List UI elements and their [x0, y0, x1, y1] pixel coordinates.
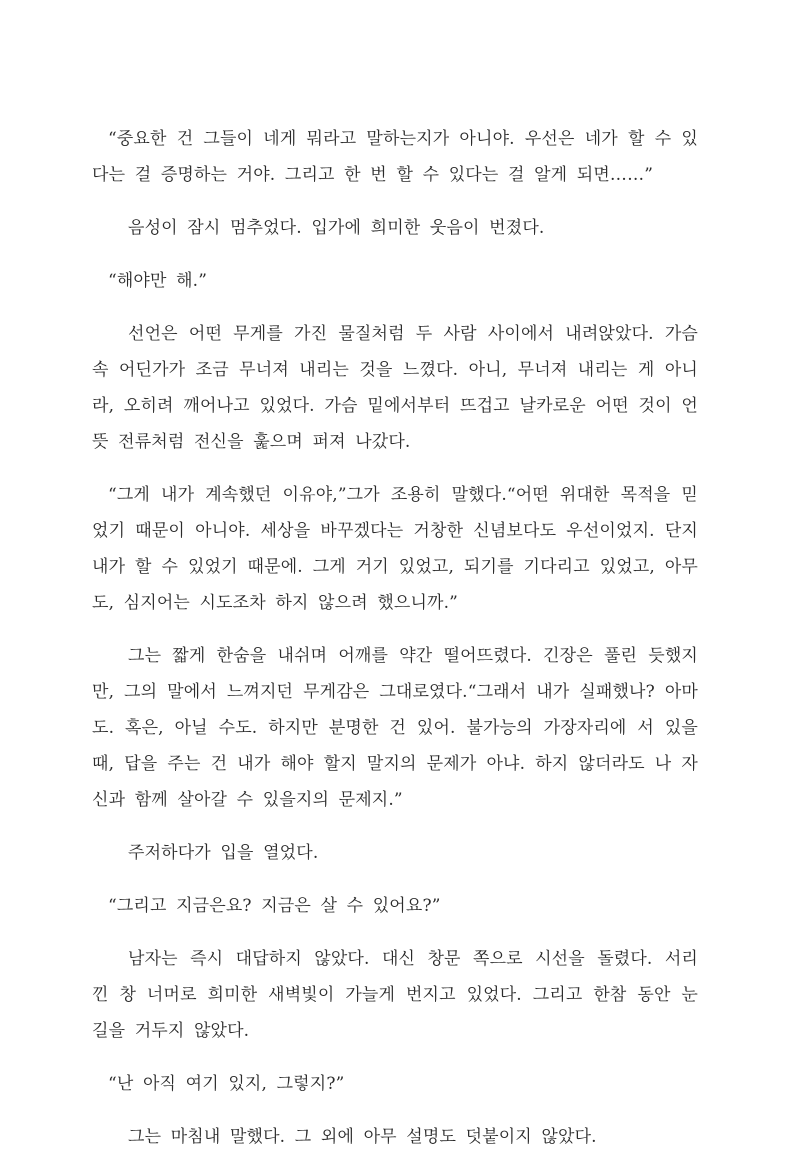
narration-paragraph: 그는 마침내 말했다. 그 외에 아무 설명도 덧붙이지 않았다.	[128, 1127, 597, 1147]
dialogue-paragraph: “그게 내가 계속했던 이유야,”그가 조용히 말했다.“어떤 위대한 목적을 믿었기 때문이 아니야. 세상을 바꾸겠다는 거창한 신념보다도 우선이었지. 단지 내가 할 수 있었기 때문에. 그게 거기 있었고, 되기를 기다리고 있었고, 아무도, 심지어는 시도조차 하지 않으려 했으니까.”	[92, 485, 698, 613]
body-text	[92, 121, 698, 1172]
narration-paragraph: 주저하다가 입을 열었다.	[128, 843, 319, 863]
narration-paragraph: 남자는 즉시 대답하지 않았다. 대신 창문 쪽으로 시선을 돌렸다. 서리 낀 창 너머로 희미한 새벽빛이 가늘게 번지고 있었다. 그리고 한참 동안 눈길을 거두지 않았다.	[92, 949, 698, 1041]
dialogue-paragraph: “그리고 지금은요? 지금은 살 수 있어요?”	[108, 896, 441, 916]
narration-paragraph: 음성이 잠시 멈추었다. 입가에 희미한 웃음이 번졌다.	[128, 218, 545, 238]
narration-paragraph: 선언은 어떤 무게를 가진 물질처럼 두 사람 사이에서 내려앉았다. 가슴속 어딘가가 조금 무너져 내리는 것을 느꼈다. 아니, 무너져 내리는 게 아니라, 오히려 깨어나고 있었다. 가슴 밑에서부터 뜨겁고 날카로운 어떤 것이 언뜻 전류처럼 전신을 훑으며 퍼져 나갔다.	[92, 324, 698, 452]
dialogue-paragraph: “중요한 건 그들이 네게 뭐라고 말하는지가 아니야. 우선은 네가 할 수 있다는 걸 증명하는 거야. 그리고 한 번 할 수 있다는 걸 알게 되면……”	[92, 129, 698, 185]
narration-paragraph: 그는 짧게 한숨을 내쉬며 어깨를 약간 떨어뜨렸다. 긴장은 풀린 듯했지만, 그의 말에서 느껴지던 무게감은 그대로였다.“그래서 내가 실패했나? 아마도. 혹은, 아닐 수도. 하지만 분명한 건 있어. 불가능의 가장자리에 서 있을 때, 답을 주는 건 내가 해야 할지 말지의 문제가 아냐. 하지 않더라도 나 자신과 함께 살아갈 수 있을지의 문제지.”	[92, 646, 698, 810]
dialogue-paragraph: “난 아직 여기 있지, 그렇지?”	[108, 1074, 345, 1094]
dialogue-paragraph: “해야만 해.”	[108, 271, 208, 291]
